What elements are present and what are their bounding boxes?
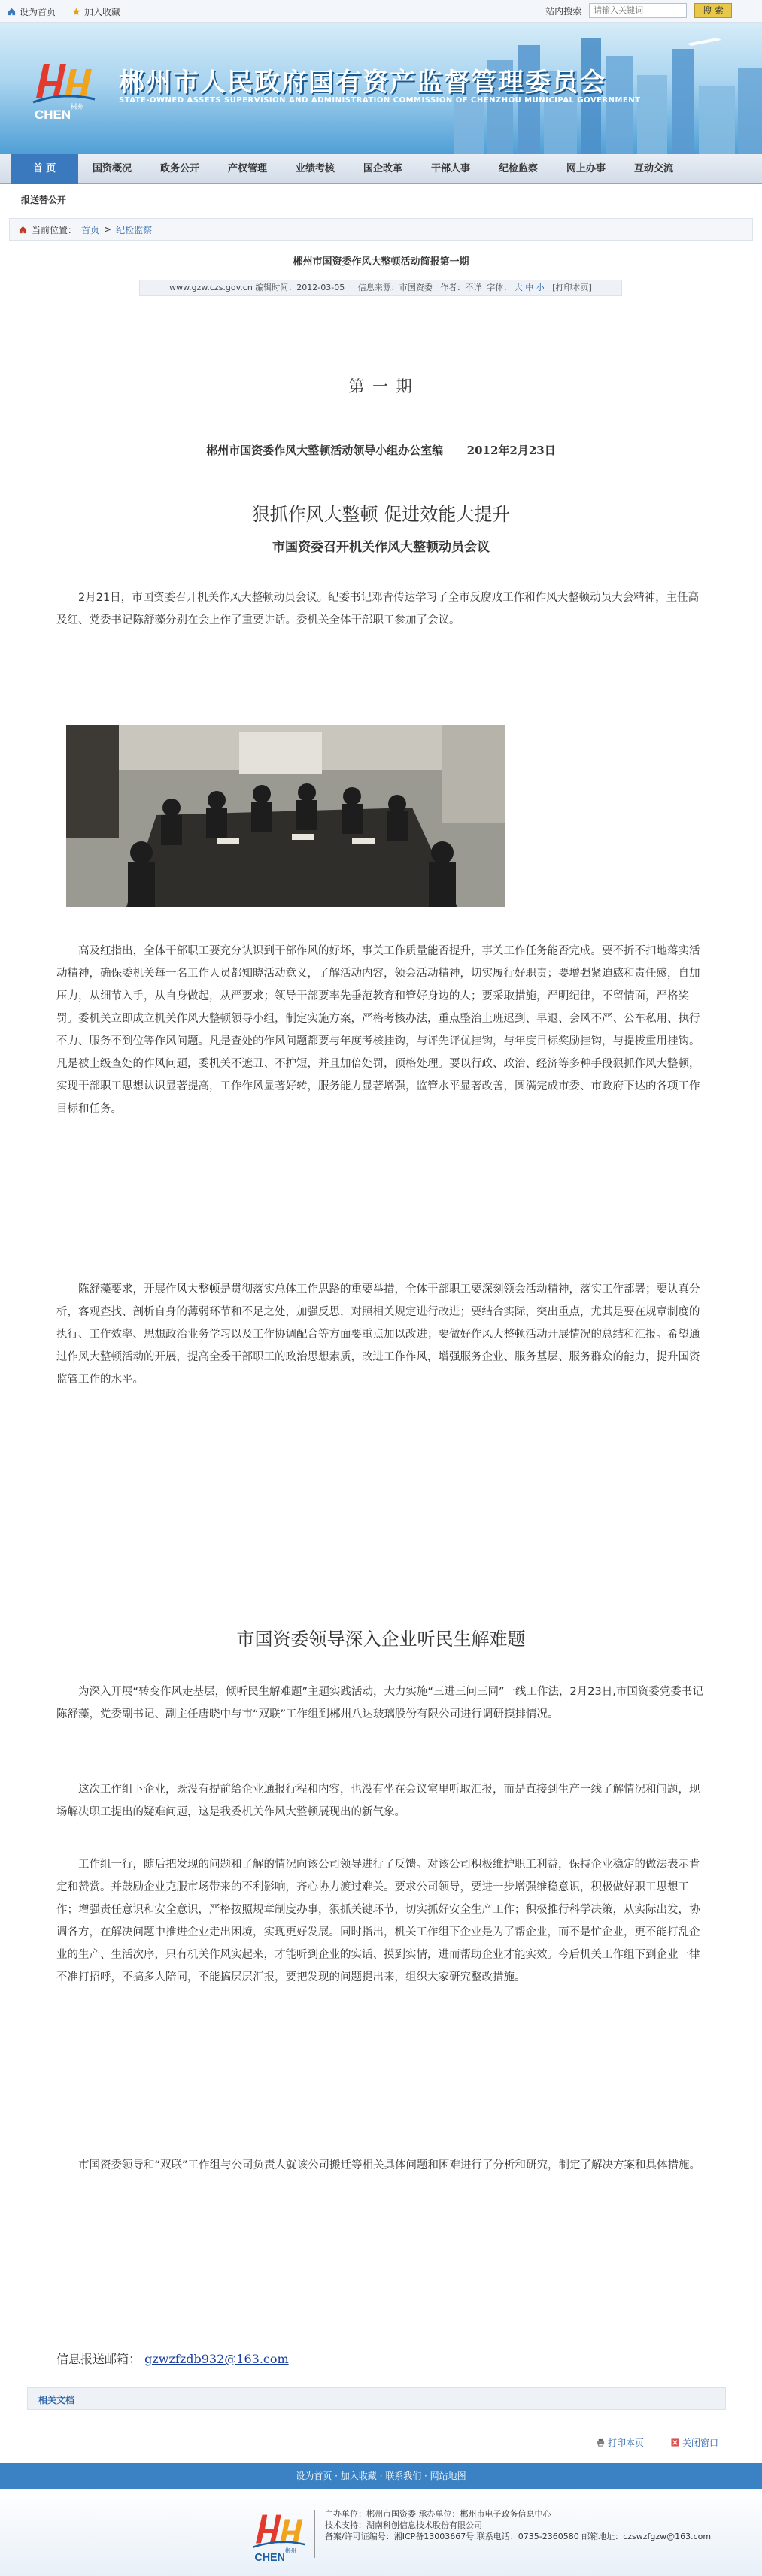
home-icon (19, 226, 27, 234)
related-docs-header: 相关文档 (27, 2387, 726, 2410)
article-title: 郴州市国资委作风大整顿活动简报第一期 (293, 256, 469, 268)
headline-2: 市国资委领导深入企业听民生解难题 (236, 1629, 526, 1650)
footer-host: 主办单位：郴州市国资委 承办单位：郴州市电子政务信息中心 (325, 2509, 551, 2519)
org-line: 郴州市国资委作风大整顿活动领导小组办公室编 2012年2月23日 (206, 444, 556, 457)
email-line (56, 2350, 289, 2367)
site-logo (27, 53, 99, 124)
nav-item-performance[interactable]: 业绩考核 (295, 163, 335, 174)
home-icon (8, 8, 16, 16)
nav-item-online-service[interactable]: 网上办事 (566, 163, 606, 174)
font-size-small-button[interactable]: 小 (536, 283, 545, 292)
breadcrumb-separator: > (104, 224, 112, 235)
meta-url: www.gzw.czs.gov.cn (169, 283, 253, 292)
subheadline-1: 市国资委召开机关作风大整顿动员会议 (272, 540, 490, 555)
email-label: 信息报送邮箱： (56, 2352, 141, 2366)
meeting-photo (66, 725, 505, 907)
search-input[interactable] (589, 3, 687, 18)
sub-nav-item[interactable]: 报送替公开 (21, 195, 67, 205)
set-home-link[interactable]: 设为首页 (8, 5, 56, 18)
paragraph: 2月21日，市国资委召开机关作风大整顿动员会议。纪委书记邓青传达学习了全市反腐败工作和作风大整顿动员大会精神，主任高及红、党委书记陈舒藻分别在会上作了重要讲话。委机关全体干部职工参加了会议。 (56, 592, 700, 626)
footer-links[interactable]: 设为首页 · 加入收藏 · 联系我们 · 网站地图 (0, 2463, 762, 2489)
footer-logo (248, 2505, 308, 2565)
nav-item-reform[interactable]: 国企改革 (363, 163, 402, 174)
print-page-link[interactable]: 打印本页 (597, 2436, 644, 2449)
meeting-photo-image (66, 725, 505, 907)
site-subtitle: STATE-OWNED ASSETS SUPERVISION AND ADMINISTRATION COMMISSION OF CHENZHOU MUNICIPAL GOVERNMENT (119, 96, 641, 105)
issue-number: 第 一 期 (348, 377, 414, 395)
meta-print-link[interactable]: [打印本页] (552, 283, 592, 292)
article-meta-bar (139, 280, 622, 296)
email-link[interactable]: gzwzfzdb932@163.com (144, 2352, 289, 2366)
headline-1: 狠抓作风大整顿 促进效能大提升 (251, 504, 511, 525)
paragraph: 这次工作组下企业，既没有提前给企业通报行程和内容，也没有坐在会议室里听取汇报，而是直接到生产一线了解情况和问题，现场解决职工提出的疑难问题，这是我委机关作风大整顿展现出的新气象。 (56, 1784, 700, 1818)
footer-record: 备案/许可证编号：湘ICP备13003667号 联系电话：0735-2360580 邮箱地址：czswzfgzw@163.com (325, 2532, 712, 2541)
footer-info (325, 2508, 711, 2542)
footer (0, 2489, 762, 2576)
meta-author: 作者：不详 (440, 283, 482, 292)
header-banner (0, 23, 762, 154)
site-title: 郴州市人民政府国有资产监督管理委员会 (119, 68, 606, 98)
paragraph: 为深入开展“转变作风走基层，倾听民生解难题”主题实践活动，大力实施“三进三问三同”一线工作法，2月23日,市国资委党委书记陈舒藻，党委副书记、副主任唐晓中与市“双联”工作组到郴州八达玻璃股份有限公司进行调研摸排情况。 (56, 1686, 703, 1720)
article-actions (597, 2436, 718, 2449)
svg-text:郴州: 郴州 (71, 103, 85, 111)
close-icon (671, 2438, 679, 2447)
meta-source: 信息来源：市国资委 (357, 283, 433, 292)
meta-date: 编辑时间：2012-03-05 (255, 283, 345, 292)
font-size-big-button[interactable]: 大 (514, 283, 523, 292)
sub-nav (0, 186, 762, 211)
paragraph: 工作组一行，随后把发现的问题和了解的情况向该公司领导进行了反馈。对该公司积极维护职工利益，保持企业稳定的做法表示肯定和赞赏。并鼓励企业克服市场带来的不利影响，齐心协力渡过难关。要求公司领导，要进一步增强维稳意识，积极做好职工思想工作；增强责任意识和安全意识，严格按照规章制度办事，狠抓关键环节，切实抓好安全生产工作；积极推行科学决策，从实际出发，协调各方，在解决问题中推进企业走出困境，实现更好发展。同时指出，机关工作组下企业是为了帮企业，而不是忙企业，更不能打乱企业的生产、生活次序，只有机关作风实起来，才能听到企业的实话、摸到实情，进而帮助企业才能实效。今后机关工作组下到企业一律不准打招呼，不搞多人陪同，不能搞层层汇报，要把发现的问题提出来，组织大家研究整改措施。 (56, 1859, 700, 1984)
close-window-link[interactable]: 关闭窗口 (671, 2436, 718, 2449)
printer-icon (597, 2438, 605, 2447)
breadcrumb-label: 当前位置： (32, 224, 77, 235)
footer-support: 技术支持：湖南科创信息技术股份有限公司 (325, 2520, 482, 2530)
breadcrumb (9, 218, 753, 241)
search-button[interactable]: 搜 索 (694, 3, 732, 18)
svg-text:CHEN: CHEN (254, 2552, 285, 2565)
font-size-medium-button[interactable]: 中 (525, 283, 534, 292)
nav-item-personnel[interactable]: 干部人事 (430, 163, 470, 174)
nav-item-overview[interactable]: 国资概况 (92, 163, 132, 174)
nav-item-discipline[interactable]: 纪检监察 (498, 163, 538, 174)
footer-divider (314, 2510, 315, 2558)
svg-text:CHEN: CHEN (35, 108, 71, 122)
site-search-label: 站内搜索 (545, 5, 582, 17)
add-favorite-link[interactable]: 加入收藏 (72, 5, 120, 18)
breadcrumb-section-link[interactable]: 纪检监察 (116, 224, 153, 235)
breadcrumb-home-link[interactable]: 首页 (81, 224, 100, 235)
paragraph: 高及红指出，全体干部职工要充分认识到干部作风的好坏，事关工作质量能否提升，事关工作任务能否完成。要不折不扣地落实活动精神，确保委机关每一名工作人员都知晓活动意义，了解活动内容，领会活动精神，切实履行好职责；要增强紧迫感和责任感，自加压力，从细节入手，从自身做起，从严要求；领导干部要率先垂范教育和管好身边的人；要采取措施，严明纪律，不留情面，严格奖罚。委机关立即成立机关作风大整顿领导小组，制定实施方案，严格考核办法，重点整治上班迟到、早退、会风不严、公车私用、执行不力、服务不到位等作风问题。凡是查处的作风问题都要与年度考核挂钩，与评先评优挂钩，与年度目标奖励挂钩，与提拔重用挂钩。凡是被上级查处的作风问题，委机关不遮丑、不护短，并且加倍处罚，顶格处理。要以行政、政治、经济等多种手段狠抓作风大整顿，实现干部职工思想认识显著提高，工作作风显著好转，服务能力显著增强，监管水平显著改善，圆满完成市委、市政府下达的各项工作目标和任务。 (56, 945, 700, 1115)
svg-text:郴州: 郴州 (284, 2547, 296, 2555)
top-bar (0, 0, 762, 23)
meta-font-label: 字体： (487, 283, 512, 292)
nav-item-property[interactable]: 产权管理 (227, 163, 267, 174)
paragraph: 陈舒藻要求，开展作风大整顿是贯彻落实总体工作思路的重要举措，全体干部职工要深刻领会活动精神，落实工作部署；要认真分析，客观查找、剖析自身的薄弱环节和不足之处，加强反思，对照相关规定进行改进；要结合实际，突出重点，尤其是要在规章制度的执行、工作效率、思想政治业务学习以及工作协调配合等方面要重点加以改进；要做好作风大整顿活动开展情况的总结和汇报。希望通过作风大整顿活动的开展，提高全委干部职工的政治思想素质，改进工作作风，增强服务企业、服务基层、服务群众的能力，提升国资监管工作的水平。 (56, 1283, 700, 1386)
star-icon (72, 8, 80, 16)
nav-item-open-affairs[interactable]: 政务公开 (159, 163, 199, 174)
main-nav (0, 154, 762, 184)
nav-item-home[interactable]: 首 页 (11, 154, 78, 184)
nav-item-interaction[interactable]: 互动交流 (633, 163, 673, 174)
paragraph: 市国资委领导和“双联”工作组与公司负责人就该公司搬迁等相关具体问题和困难进行了分析和研究，制定了解决方案和具体措施。 (78, 2159, 701, 2171)
